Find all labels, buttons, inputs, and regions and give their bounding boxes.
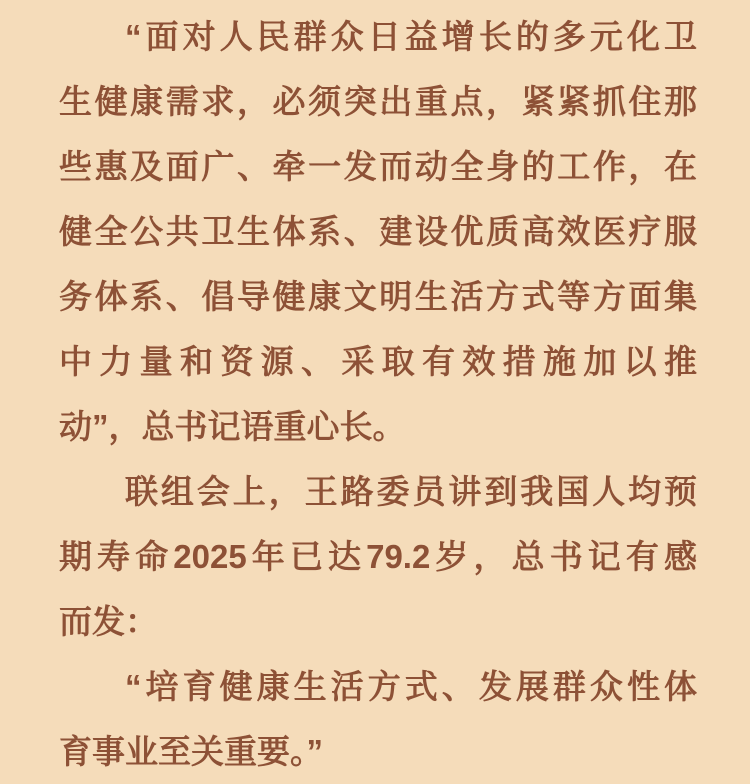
text-line: “培育健康生活方式、发展群众性体 [125, 668, 697, 705]
paragraph-narration [59, 459, 697, 654]
text-line: 动”，总书记语重心长。 [59, 408, 406, 445]
paragraph-quote-1 [59, 4, 697, 459]
text-line: 联组会上，王路委员讲到我国人均预 [125, 473, 697, 510]
text-line: “面对人民群众日益增长的多元化卫 [125, 18, 697, 55]
text-line: 育事业至关重要。” [59, 733, 323, 770]
text-line: 期寿命2025年已达79.2岁，总书记有感 [59, 538, 697, 575]
text-line: 务体系、倡导健康文明生活方式等方面集 [59, 278, 697, 315]
text-line: 生健康需求，必须突出重点，紧紧抓住那 [59, 83, 697, 120]
paragraph-quote-2 [59, 654, 697, 784]
text-line: 健全公共卫生体系、建设优质高效医疗服 [59, 213, 697, 250]
text-line: 中力量和资源、采取有效措施加以推 [59, 343, 697, 380]
text-line: 些惠及面广、牵一发而动全身的工作，在 [59, 148, 697, 185]
text-line: 而发： [59, 603, 158, 640]
